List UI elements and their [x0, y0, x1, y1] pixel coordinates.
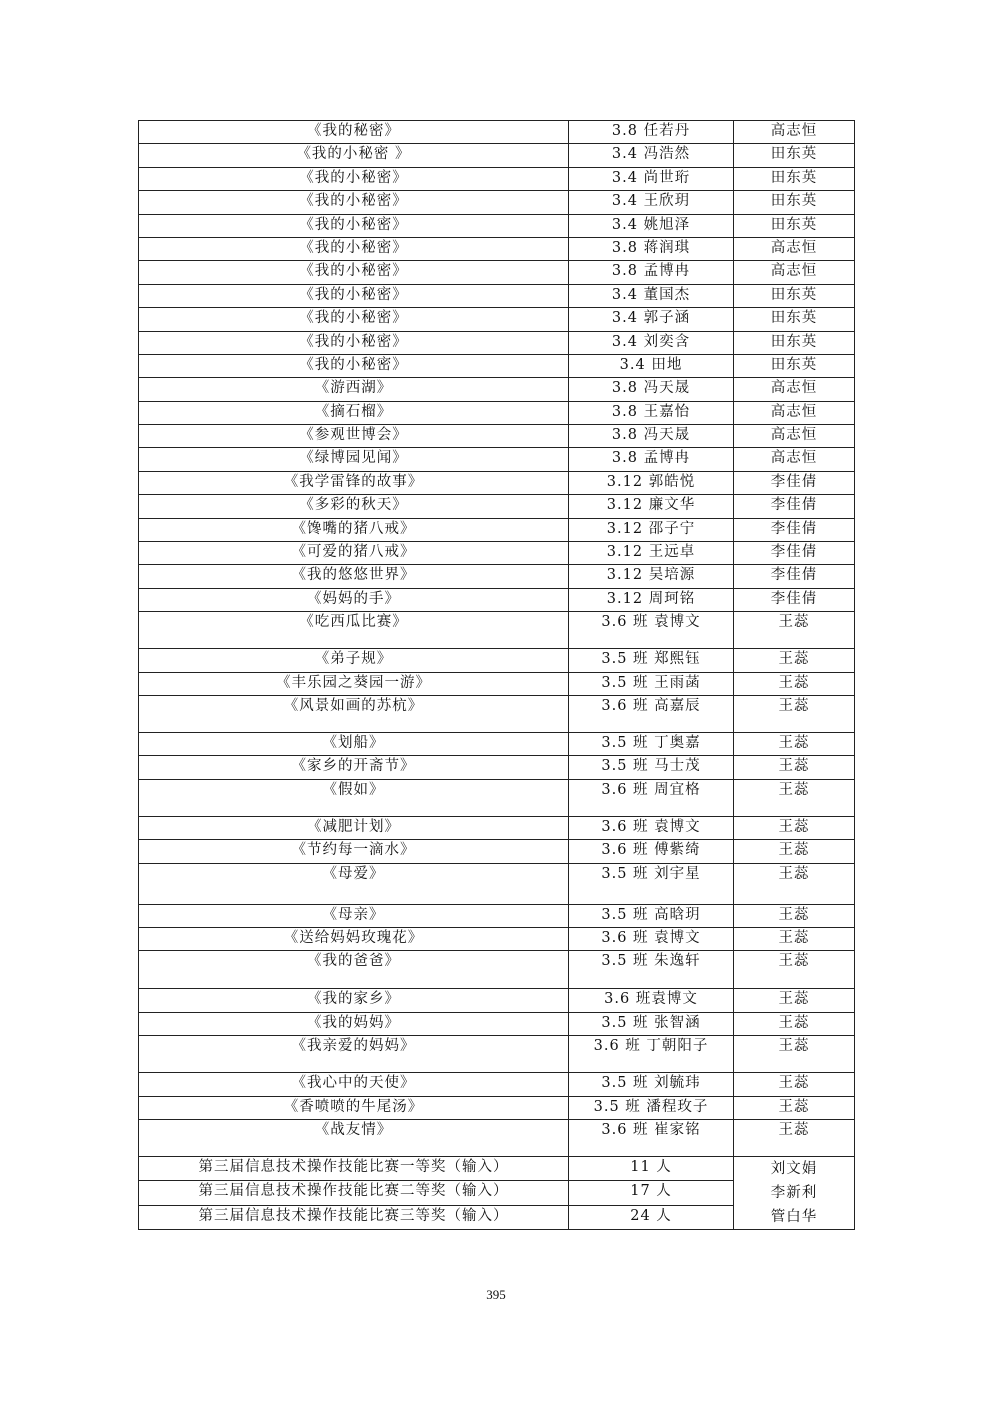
table-row — [139, 331, 855, 354]
award-count-cell: 17 人 — [569, 1181, 734, 1205]
student-cell: 3.6 班 傅紫绮 — [569, 840, 734, 863]
table-row — [139, 237, 855, 260]
table-row — [139, 649, 855, 672]
essay-title-cell: 《可爱的猪八戒》 — [139, 542, 569, 565]
essay-title-cell: 《送给妈妈玫瑰花》 — [139, 927, 569, 950]
teacher-cell: 田东英 — [734, 331, 855, 354]
table-body — [139, 121, 855, 1230]
teacher-cell: 高志恒 — [734, 237, 855, 260]
table-row — [139, 261, 855, 284]
student-cell: 3.12 廉文华 — [569, 495, 734, 518]
student-cell: 3.8 孟博冉 — [569, 261, 734, 284]
student-cell: 3.4 田地 — [569, 354, 734, 377]
competition-row — [139, 1156, 855, 1180]
table-row — [139, 1096, 855, 1119]
essay-title-cell: 《我的小秘密 》 — [139, 144, 569, 167]
student-cell: 3.8 冯天晟 — [569, 378, 734, 401]
table-row — [139, 284, 855, 307]
student-cell: 3.6 班 袁博文 — [569, 612, 734, 649]
student-cell: 3.6 班 周宜格 — [569, 779, 734, 816]
table-row — [139, 401, 855, 424]
essay-title-cell: 《减肥计划》 — [139, 816, 569, 839]
essay-title-cell: 《我的爸爸》 — [139, 951, 569, 989]
teacher-cell: 李佳倩 — [734, 495, 855, 518]
essay-title-cell: 《弟子规》 — [139, 649, 569, 672]
table-row — [139, 144, 855, 167]
table-row — [139, 542, 855, 565]
essay-title-cell: 《母爱》 — [139, 863, 569, 904]
essay-title-cell: 《我的悠悠世界》 — [139, 565, 569, 588]
student-cell: 3.4 郭子涵 — [569, 308, 734, 331]
teacher-cell: 李佳倩 — [734, 565, 855, 588]
student-cell: 3.4 董国杰 — [569, 284, 734, 307]
essay-title-cell: 《我的秘密》 — [139, 121, 569, 144]
student-cell: 3.4 冯浩然 — [569, 144, 734, 167]
award-count-cell: 24 人 — [569, 1205, 734, 1229]
student-cell: 3.6 班 高嘉辰 — [569, 695, 734, 732]
teacher-cell: 王蕊 — [734, 927, 855, 950]
student-cell: 3.8 任若丹 — [569, 121, 734, 144]
student-cell: 3.12 周珂铭 — [569, 588, 734, 611]
student-cell: 3.6 班 丁朝阳子 — [569, 1036, 734, 1073]
essay-title-cell: 《我的小秘密》 — [139, 354, 569, 377]
essay-title-cell: 《妈妈的手》 — [139, 588, 569, 611]
essay-title-cell: 《战友情》 — [139, 1119, 569, 1156]
teacher-cell: 高志恒 — [734, 261, 855, 284]
teacher-cell: 王蕊 — [734, 695, 855, 732]
essay-title-cell: 《节约每一滴水》 — [139, 840, 569, 863]
table-row — [139, 695, 855, 732]
teacher-cell: 田东英 — [734, 167, 855, 190]
student-cell: 3.5 班 王雨菡 — [569, 672, 734, 695]
student-cell: 3.6 班 袁博文 — [569, 927, 734, 950]
table-row — [139, 779, 855, 816]
student-cell: 3.5 班 郑熙钰 — [569, 649, 734, 672]
table-row — [139, 1119, 855, 1156]
essay-title-cell: 《我学雷锋的故事》 — [139, 471, 569, 494]
page-number: 395 — [486, 1287, 506, 1302]
essay-title-cell: 《我的小秘密》 — [139, 167, 569, 190]
table-row — [139, 840, 855, 863]
table-row — [139, 167, 855, 190]
teacher-cell: 王蕊 — [734, 779, 855, 816]
student-cell: 3.5 班 潘程玫子 — [569, 1096, 734, 1119]
student-cell: 3.5 班 丁奥嘉 — [569, 732, 734, 755]
student-cell: 3.6 班 袁博文 — [569, 816, 734, 839]
essay-title-cell: 《我的妈妈》 — [139, 1012, 569, 1035]
student-cell: 3.5 班 朱逸轩 — [569, 951, 734, 989]
teacher-cell: 王蕊 — [734, 904, 855, 927]
essay-title-cell: 《假如》 — [139, 779, 569, 816]
essay-title-cell: 《我的家乡》 — [139, 989, 569, 1012]
student-cell: 3.8 王嘉怡 — [569, 401, 734, 424]
table-row — [139, 951, 855, 989]
teacher-cell: 王蕊 — [734, 612, 855, 649]
student-cell: 3.8 冯天晟 — [569, 425, 734, 448]
teacher-cell: 高志恒 — [734, 121, 855, 144]
essay-title-cell: 《家乡的开斋节》 — [139, 756, 569, 779]
teacher-cell: 李佳倩 — [734, 518, 855, 541]
student-cell: 3.5 班 张智涵 — [569, 1012, 734, 1035]
essay-title-cell: 《吃西瓜比赛》 — [139, 612, 569, 649]
table-row — [139, 1036, 855, 1073]
table-row — [139, 863, 855, 904]
table-row — [139, 191, 855, 214]
essay-title-cell: 《我的小秘密》 — [139, 214, 569, 237]
teacher-cell: 王蕊 — [734, 649, 855, 672]
competition-teachers-cell — [734, 1156, 855, 1229]
table-row — [139, 1012, 855, 1035]
award-name-cell: 第三届信息技术操作技能比赛一等奖（输入） — [139, 1156, 569, 1180]
essay-title-cell: 《馋嘴的猪八戒》 — [139, 518, 569, 541]
table-row — [139, 672, 855, 695]
teacher-cell: 李佳倩 — [734, 542, 855, 565]
table-row — [139, 612, 855, 649]
teacher-cell: 李佳倩 — [734, 588, 855, 611]
table-row — [139, 927, 855, 950]
essay-title-cell: 《母亲》 — [139, 904, 569, 927]
teacher-cell: 王蕊 — [734, 732, 855, 755]
table-row — [139, 904, 855, 927]
essay-title-cell: 《我的小秘密》 — [139, 237, 569, 260]
teacher-cell: 田东英 — [734, 308, 855, 331]
table-row — [139, 471, 855, 494]
student-cell: 3.12 郭皓悦 — [569, 471, 734, 494]
teacher-cell: 田东英 — [734, 354, 855, 377]
student-cell: 3.6 班 崔家铭 — [569, 1119, 734, 1156]
teacher-cell: 李佳倩 — [734, 471, 855, 494]
table-row — [139, 588, 855, 611]
teacher-cell: 田东英 — [734, 144, 855, 167]
table-row — [139, 989, 855, 1012]
teacher-cell: 王蕊 — [734, 863, 855, 904]
teacher-cell: 田东英 — [734, 284, 855, 307]
essay-title-cell: 《摘石榴》 — [139, 401, 569, 424]
table-row — [139, 378, 855, 401]
essay-title-cell: 《我亲爱的妈妈》 — [139, 1036, 569, 1073]
table-row — [139, 354, 855, 377]
student-cell: 3.8 孟博冉 — [569, 448, 734, 471]
teacher-name: 李新利 — [770, 1184, 818, 1201]
table-row — [139, 495, 855, 518]
teacher-cell: 王蕊 — [734, 756, 855, 779]
teacher-cell: 王蕊 — [734, 1036, 855, 1073]
essay-title-cell: 《我的小秘密》 — [139, 284, 569, 307]
teacher-cell: 王蕊 — [734, 1096, 855, 1119]
essay-title-cell: 《游西湖》 — [139, 378, 569, 401]
essay-title-cell: 《香喷喷的牛尾汤》 — [139, 1096, 569, 1119]
student-cell: 3.12 邵子宁 — [569, 518, 734, 541]
essay-title-cell: 《风景如画的苏杭》 — [139, 695, 569, 732]
award-name-cell: 第三届信息技术操作技能比赛三等奖（输入） — [139, 1205, 569, 1229]
student-cell: 3.5 班 马士茂 — [569, 756, 734, 779]
teacher-cell: 王蕊 — [734, 989, 855, 1012]
essay-title-cell: 《我的小秘密》 — [139, 331, 569, 354]
award-count-cell: 11 人 — [569, 1156, 734, 1180]
table-row — [139, 816, 855, 839]
essay-title-cell: 《多彩的秋天》 — [139, 495, 569, 518]
essay-title-cell: 《绿博园见闻》 — [139, 448, 569, 471]
student-cell: 3.12 吴培源 — [569, 565, 734, 588]
table-row — [139, 518, 855, 541]
essay-title-cell: 《我的小秘密》 — [139, 261, 569, 284]
table-row — [139, 214, 855, 237]
table-row — [139, 565, 855, 588]
student-cell: 3.5 班 高晗玥 — [569, 904, 734, 927]
student-cell: 3.5 班 刘宇星 — [569, 863, 734, 904]
teacher-name: 刘文娟 — [770, 1160, 818, 1177]
table-row — [139, 425, 855, 448]
essay-title-cell: 《我心中的天使》 — [139, 1073, 569, 1096]
table-row — [139, 121, 855, 144]
student-cell: 3.5 班 刘毓玮 — [569, 1073, 734, 1096]
table-row — [139, 756, 855, 779]
table-row — [139, 1073, 855, 1096]
teacher-cell: 王蕊 — [734, 672, 855, 695]
student-cell: 3.12 王远卓 — [569, 542, 734, 565]
table-row — [139, 448, 855, 471]
teacher-cell: 田东英 — [734, 191, 855, 214]
essay-title-cell: 《我的小秘密》 — [139, 308, 569, 331]
teacher-name: 管白华 — [770, 1208, 818, 1225]
essay-title-cell: 《划船》 — [139, 732, 569, 755]
essay-title-cell: 《我的小秘密》 — [139, 191, 569, 214]
teacher-cell: 高志恒 — [734, 401, 855, 424]
table-row — [139, 308, 855, 331]
student-cell: 3.4 姚旭泽 — [569, 214, 734, 237]
award-table — [138, 120, 855, 1230]
teacher-cell: 王蕊 — [734, 951, 855, 989]
essay-title-cell: 《参观世博会》 — [139, 425, 569, 448]
teacher-cell: 王蕊 — [734, 1119, 855, 1156]
teacher-cell: 王蕊 — [734, 1073, 855, 1096]
award-name-cell: 第三届信息技术操作技能比赛二等奖（输入） — [139, 1181, 569, 1205]
essay-title-cell: 《丰乐园之葵园一游》 — [139, 672, 569, 695]
teacher-cell: 高志恒 — [734, 448, 855, 471]
table-row — [139, 732, 855, 755]
student-cell: 3.4 刘奕含 — [569, 331, 734, 354]
teacher-cell: 高志恒 — [734, 378, 855, 401]
teacher-cell: 田东英 — [734, 214, 855, 237]
teacher-cell: 王蕊 — [734, 1012, 855, 1035]
student-cell: 3.6 班袁博文 — [569, 989, 734, 1012]
teacher-cell: 王蕊 — [734, 840, 855, 863]
teacher-cell: 高志恒 — [734, 425, 855, 448]
teacher-cell: 王蕊 — [734, 816, 855, 839]
student-cell: 3.8 蒋润琪 — [569, 237, 734, 260]
student-cell: 3.4 尚世珩 — [569, 167, 734, 190]
student-cell: 3.4 王欣玥 — [569, 191, 734, 214]
